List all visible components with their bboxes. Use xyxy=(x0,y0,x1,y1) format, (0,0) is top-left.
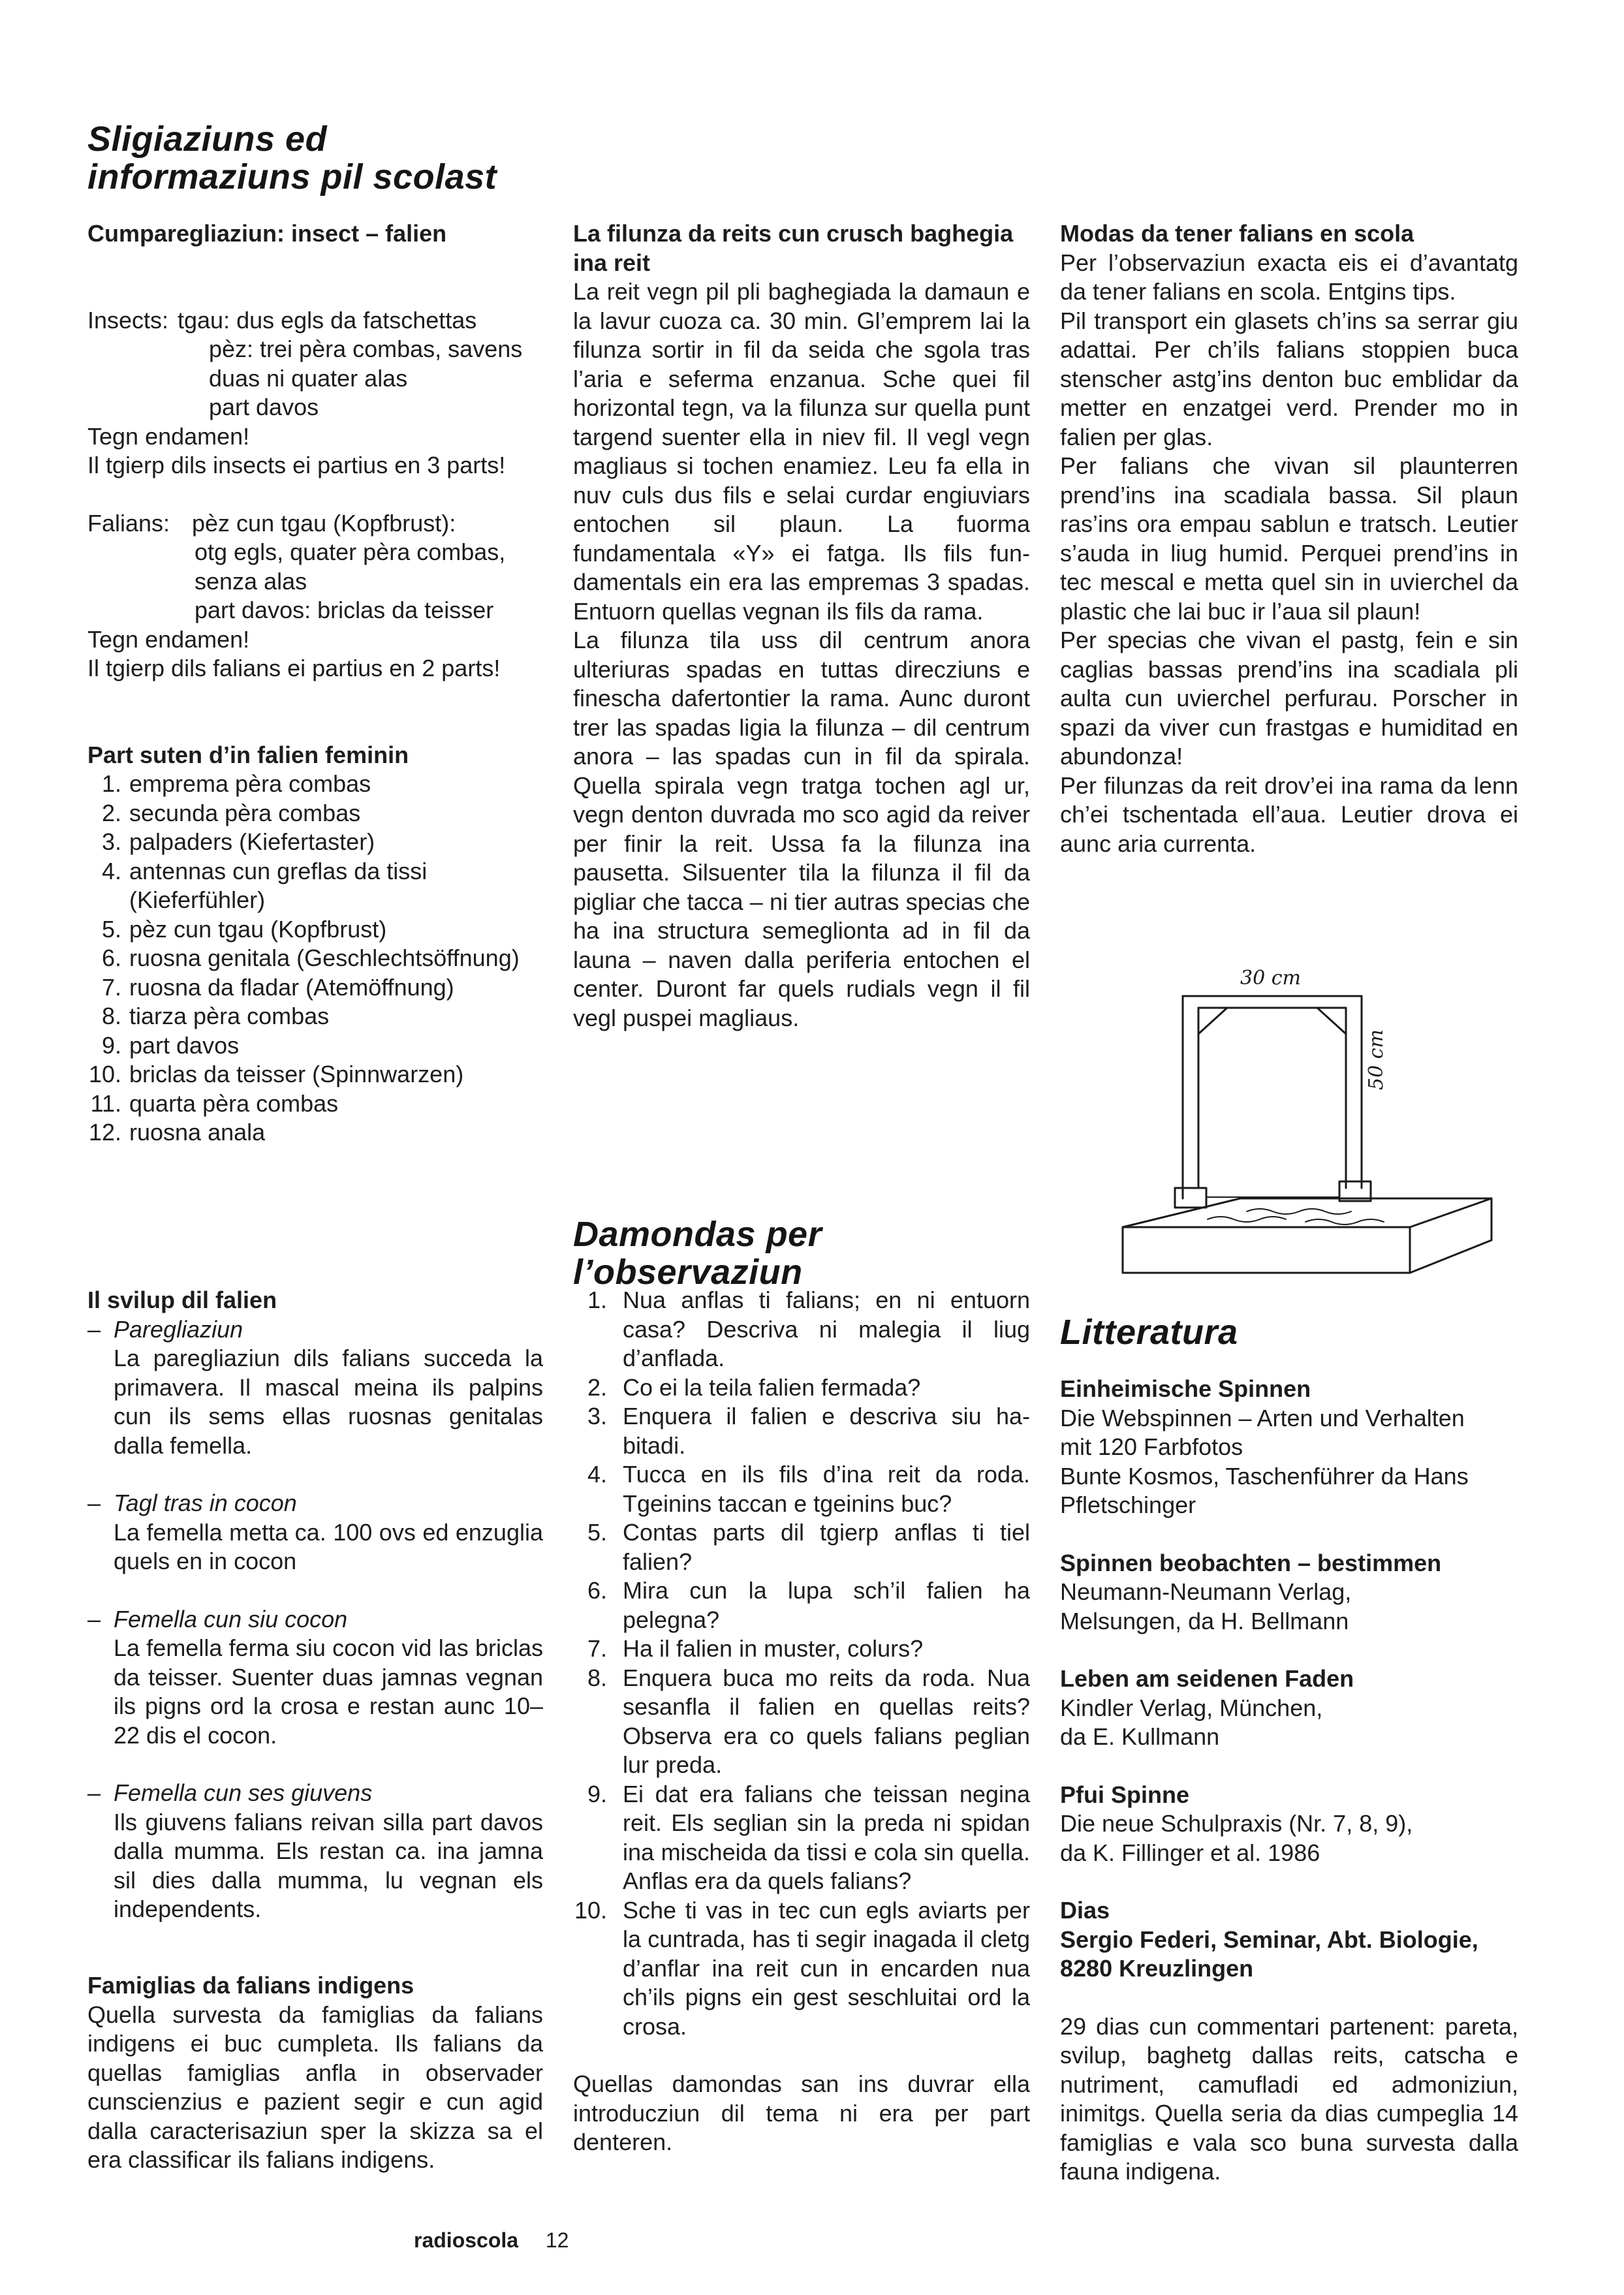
question-item: 10. Sche ti vas in tec cun egls aviarts per la cuntrada, has ti segir inagada il cletg d’anflar ina reit cun in encarden nua ch’ils pigns ein gest seschluitai ord la crosa. xyxy=(574,1896,1030,2040)
list-item: 12. ruosna anala xyxy=(88,1119,266,1146)
svilup-item: – Femella cun ses giuvens Ils giuvens falians reivan silla part davos dalla mumma. Els restan ca. ina jamna sil dies dalla mumma, lu vegnan els independents. xyxy=(87,1779,543,1922)
insects-line: duas ni quater alas xyxy=(209,364,408,392)
book-title: Einheimische Spinnen xyxy=(1060,1375,1311,1402)
question-item: 9. Ei dat era falians che teissan negina reit. Els seglian sin la preda ni spidan ina mischeida da tissi e cola sin quella. Anflas era da quels falians? xyxy=(587,1780,1030,1894)
list-item: 3. palpaders (Kiefertaster) xyxy=(101,828,375,855)
list-item: 11. quarta pèra combas xyxy=(90,1089,339,1117)
book-title: Leben am seidenen Faden xyxy=(1060,1665,1354,1692)
cumpare-heading: Cumparegliaziun: insect – falien xyxy=(87,220,447,247)
insects-line: pèz: trei pèra combas, savens xyxy=(209,336,523,362)
sketch-height-label: 50 cm xyxy=(1365,1029,1388,1090)
falians-note: Il tgierp dils falians ei partius en 2 parts! xyxy=(87,655,501,681)
modas-paragraph: Pil transport ein glasets ch’ins sa serrar giu adattai. Per ch’ils falians stoppien buca stenscher astg’ins denton buc emblidar da metter en enzatgei verd. Prender mo in falien per glas. xyxy=(1060,307,1518,450)
filunza-text-1: La reit vegn pil pli baghegiada la damaun e la lavur cuoza ca. 30 min. Gl’emprem lai la filunza sortir in fil da seida che sgola tras l’aria e seferma enzanua. Sche quei fil horizontal tegn, va la filunza sur quella punt targend suenter ella in niev fil. Il vegl vegn magliaus si tochen enamiez. Leu fa ella in nuv culs dus fils e selai curdar engiuviars entochen sil plaun. La fuorma fundamentala «Y» ei fatga. Ils fils fundamentals ein era las empremas 3 spadas. Entuorn quellas vegnan ils fils da rama. xyxy=(573,278,1030,625)
falians-label: Falians: xyxy=(87,509,170,537)
insects-note: Il tgierp dils insects ei partius en 3 parts! xyxy=(87,452,506,478)
question-item: 6. Mira cun la lupa sch’il falien ha pelegna? xyxy=(587,1577,1030,1633)
book-entry: Spinnen beobachten – bestimmen Neumann-Neumann Verlag, Melsungen, da H. Bellmann xyxy=(1060,1549,1518,1636)
list-item: 6. ruosna genitala (Geschlechtsöffnung) xyxy=(101,945,520,971)
questions-list xyxy=(573,1286,1030,2041)
list-item: 5. pèz cun tgau (Kopfbrust) xyxy=(101,915,387,943)
book-title: Spinnen beobachten – bestimmen xyxy=(1060,1549,1442,1576)
column-3 xyxy=(1060,219,1518,858)
modas-paragraph: Per l’observaziun exacta eis ei d’avantatg da tener falians en scola. Entgins tips. xyxy=(1060,249,1518,305)
insects-line: part davos xyxy=(209,394,319,420)
list-item: 4. antennas cun greflas da tissi (Kieferfühler) xyxy=(101,857,428,913)
list-item: 1. emprema pèra combas xyxy=(101,770,371,797)
list-item: 2. secunda pèra combas xyxy=(101,799,361,826)
page-footer xyxy=(414,2226,569,2255)
page-title-line2: informaziuns pil scolast xyxy=(87,157,497,196)
part-heading: Part suten d’in falien feminin xyxy=(87,741,409,768)
damondas-title: Damondas per l’observaziun xyxy=(573,1215,822,1292)
falians-line: senza alas xyxy=(195,567,307,595)
insects-note: Tegn endamen! xyxy=(87,422,250,450)
famiglias-heading: Famiglias da falians indigens xyxy=(87,1972,414,1999)
svilup-section xyxy=(87,1286,543,1924)
column-2 xyxy=(573,219,1030,1033)
insects-block xyxy=(87,306,543,480)
litteratura-section xyxy=(1060,1375,1518,2187)
dias-source: Sergio Federi, Seminar, Abt. Biologie, 8280 Kreuzlingen xyxy=(1060,1926,1478,1982)
damondas-section xyxy=(573,1286,1030,2157)
question-item: 2. Co ei la teila falien fermada? xyxy=(587,1373,921,1401)
question-item: 7. Ha il falien in muster, colurs? xyxy=(587,1635,924,1662)
book-entry: Leben am seidenen Faden Kindler Verlag, München, da E. Kullmann xyxy=(1060,1664,1518,1752)
modas-paragraph: Per specias che vivan el pastg, fein e sin caglias bassas prend’ins ina scadiala pli aulta cun uvierchel perfurau. Porscher in spazi da viver cun frastgas e humiditad en abundonza! xyxy=(1060,627,1518,770)
page-title xyxy=(87,120,610,196)
web-frame-sketch xyxy=(1110,966,1514,1279)
question-item: 3. Enquera il falien e descriva siu habitadi. xyxy=(587,1403,1030,1459)
question-item: 1. Nua anflas ti falians; en ni entuorn casa? Descriva ni malegia il liug d’anflada. xyxy=(587,1287,1030,1371)
dias-heading: Dias xyxy=(1060,1897,1110,1924)
svilup-item: – Femella cun siu cocon La femella ferma siu cocon vid las briclas da teisser. Suenter duas jamnas vegnan ils pigns ord la crosa e restan aunc 10–22 dis el cocon. xyxy=(87,1605,543,1749)
filunza-heading: La filunza da reits cun crusch baghegia ina reit xyxy=(573,220,1014,276)
book-entry: Pfui Spinne Die neue Schulpraxis (Nr. 7, 8, 9), da K. Fillinger et al. 1986 xyxy=(1060,1781,1518,1868)
dias-text: 29 dias cun commentari partenent: pareta, svilup, baghetg dallas reits, catscha e nutriment, camufladi ed admoniziun, inimitgs. Quella seria da dias cumpeglia 14 famiglias e vala sco buna survesta dalla fauna indigena. xyxy=(1060,2012,1518,2185)
falians-line: part davos: briclas da teisser xyxy=(195,597,494,623)
part-list xyxy=(87,770,543,1148)
page-number: 12 xyxy=(545,2228,569,2252)
list-item: 8. tiarza pèra combas xyxy=(101,1003,330,1029)
book-entry: Einheimische Spinnen Die Webspinnen – Arten und Verhalten mit 120 Farbfotos Bunte Kosmos, Taschenführer da Hans Pfletschinger xyxy=(1060,1375,1518,1520)
sketch-width-label: 30 cm xyxy=(1240,967,1301,990)
litteratura-title: Litteratura xyxy=(1060,1313,1238,1352)
list-item: 10. briclas da teisser (Spinnwarzen) xyxy=(88,1061,464,1087)
insects-line: tgau: dus egls da fatschettas xyxy=(178,306,477,334)
column-1 xyxy=(87,219,543,1148)
page-title-line1: Sligiaziuns ed xyxy=(87,119,328,159)
list-item: 7. ruosna da fladar (Atemöffnung) xyxy=(101,973,454,1001)
modas-paragraph: Per falians che vivan sil plaunterren prend’ins ina scadiala bassa. Sil plaun ras’ins ora empau sablun e tratsch. Leutier s’auda in liug humid. Perquei prend’ins in tec mescal e metta quel sin in uvierchel da plastic che lai buc ir l’aua sil plaun! xyxy=(1060,452,1518,625)
falians-line: otg egls, quater pèra combas, xyxy=(195,539,506,565)
svilup-item: – Tagl tras in cocon La femella metta ca. 100 ovs ed enzuglia quels en in cocon xyxy=(87,1490,543,1574)
famiglias-section xyxy=(87,1971,543,2175)
famiglias-text: Quella survesta da famiglias da falians indigens ei buc cumpleta. Ils falians da quellas famiglias anfla in observader cunscienzius e pazient segir e cun agid dalla caracterisaziun sper la skizza sa el era classificar ils falians indigens. xyxy=(87,2001,543,2173)
modas-paragraph: Per filunzas da reit drov’ei ina rama da lenn ch’ei tschentada ell’aua. Leutier drova ei aunc aria currenta. xyxy=(1060,772,1518,857)
modas-heading: Modas da tener falians en scola xyxy=(1060,220,1414,247)
insects-label: Insects: xyxy=(87,306,169,334)
falians-note: Tegn endamen! xyxy=(87,625,250,653)
book-title: Pfui Spinne xyxy=(1060,1781,1189,1808)
question-item: 4. Tucca en ils fils d’ina reit da roda. Tgeinins taccan e tgeinins buc? xyxy=(587,1461,1030,1517)
filunza-text-2: La filunza tila uss dil centrum anora ulteriuras spadas en tuttas direcziuns e finescha dafertontier la rama. Aunc duront trer las spadas ligia la filunza – dil centrum anora – las spadas cun in fil da spirala. Quella spirala vegn tratga tochen agl ur, vegn denton duvrada mo sco agid da reiver per finir la reit. Ussa fa la filunza ina pausetta. Silsuenter tila la filunza il fil da pigliar che tacca – ni tier autras specias che ha ina structura semeglionta ad in fil da launa – naven dalla periferia entochen el center. Duront far quels rudials vegn il fil vegl puspei magliaus. xyxy=(573,627,1030,1031)
falians-block xyxy=(87,509,543,683)
damondas-outro: Quellas damondas san ins duvrar ella introducziun dil tema ni era per part denteren. xyxy=(573,2070,1030,2155)
footer-name: radioscola xyxy=(414,2228,519,2252)
question-item: 8. Enquera buca mo reits da roda. Nua sesanfla il falien en quellas reits? Observa era co quels falians peglian lur preda. xyxy=(587,1664,1030,1778)
list-item: 9. part davos xyxy=(101,1031,240,1059)
question-item: 5. Contas parts dil tgierp anflas ti tiel falien? xyxy=(587,1519,1030,1575)
falians-line: pèz cun tgau (Kopfbrust): xyxy=(192,509,456,537)
svilup-item: – Paregliaziun La paregliaziun dils falians succeda la primavera. Il mascal meina ils palpins cun ils sems ellas ruosnas genitalas dalla femella. xyxy=(87,1315,543,1459)
svilup-heading: Il svilup dil falien xyxy=(87,1287,277,1313)
